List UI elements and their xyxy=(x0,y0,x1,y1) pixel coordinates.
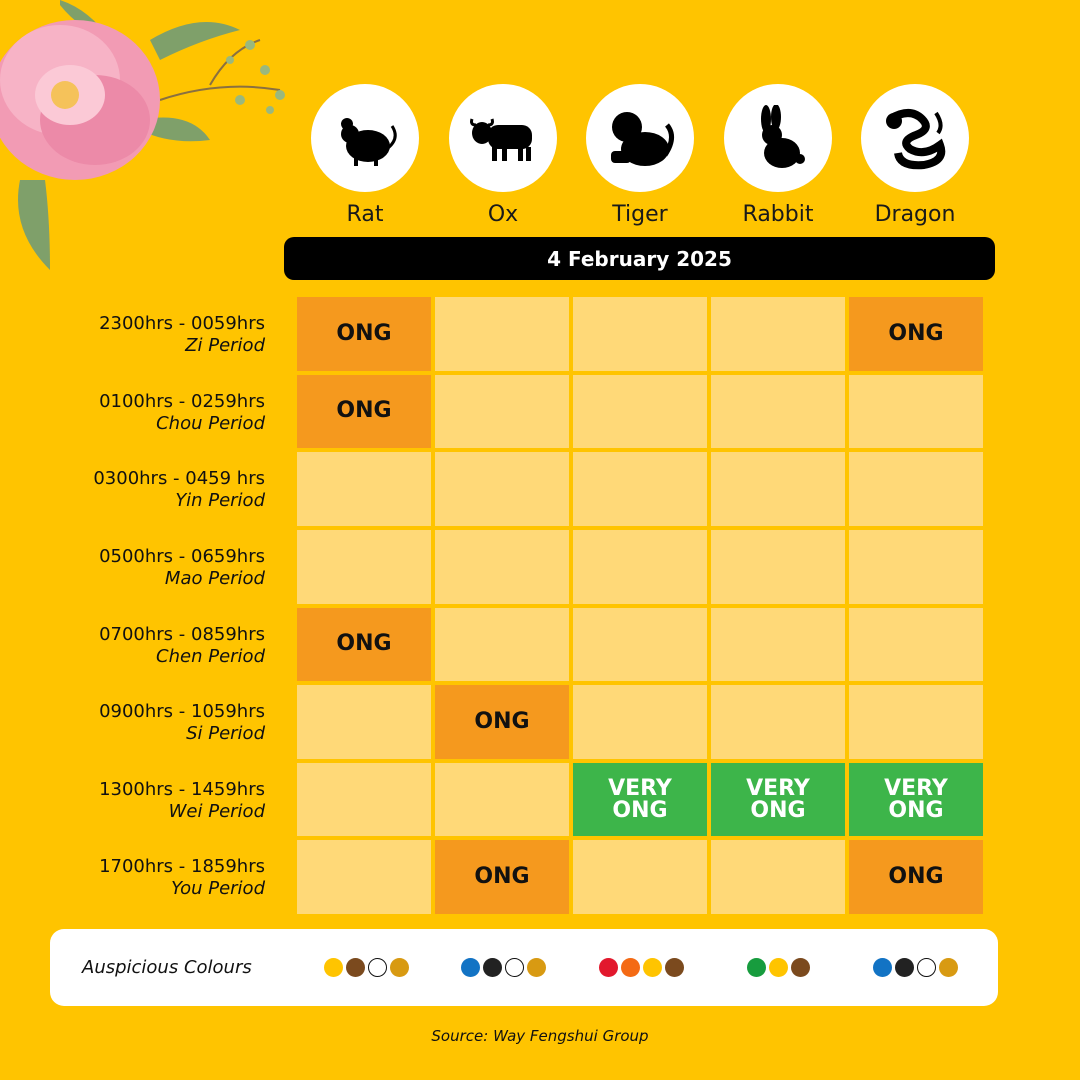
animal-tiger xyxy=(572,84,708,227)
grid-cell xyxy=(573,685,707,759)
colour-dot xyxy=(505,958,524,977)
grid-cell xyxy=(711,840,845,914)
grid-cell xyxy=(573,375,707,449)
grid-cell xyxy=(849,608,983,682)
grid-cell xyxy=(849,452,983,526)
colour-dots-rabbit xyxy=(747,958,810,977)
cell-label: VERY ONG xyxy=(608,775,672,823)
cell-label: ONG xyxy=(474,864,530,890)
grid-cell xyxy=(435,530,569,604)
period-time: 0500hrs - 0659hrs xyxy=(99,545,265,567)
animal-name: Rat xyxy=(346,202,384,227)
ox-icon xyxy=(449,84,557,192)
grid-cell xyxy=(297,452,431,526)
source-credit: Source: Way Fengshui Group xyxy=(431,1027,649,1045)
grid-cell xyxy=(435,685,569,759)
cell-label: ONG xyxy=(336,631,392,657)
period-time: 1300hrs - 1459hrs xyxy=(99,778,265,800)
ong-grid xyxy=(297,297,983,914)
colour-dot xyxy=(665,958,684,977)
period-name: You Period xyxy=(171,878,265,900)
period-label xyxy=(99,546,265,590)
colour-dot xyxy=(621,958,640,977)
colour-dot xyxy=(324,958,343,977)
animal-name: Dragon xyxy=(874,202,956,227)
colour-dot xyxy=(791,958,810,977)
grid-cell xyxy=(435,840,569,914)
grid-cell xyxy=(849,685,983,759)
grid-cell xyxy=(849,297,983,371)
colour-dot xyxy=(390,958,409,977)
colour-dot xyxy=(747,958,766,977)
grid-cell xyxy=(711,763,845,837)
colour-dot xyxy=(346,958,365,977)
colour-dot xyxy=(599,958,618,977)
period-label xyxy=(99,313,265,357)
colour-dot xyxy=(769,958,788,977)
auspicious-colours-legend xyxy=(50,929,998,1006)
grid-cell xyxy=(711,685,845,759)
colour-dot xyxy=(895,958,914,977)
period-time: 0100hrs - 0259hrs xyxy=(99,390,265,412)
grid-cell xyxy=(849,763,983,837)
cell-label: VERY ONG xyxy=(884,775,948,823)
period-label xyxy=(93,468,265,512)
animal-dragon xyxy=(847,84,983,227)
grid-cell xyxy=(297,375,431,449)
grid-cell xyxy=(435,452,569,526)
grid-cell xyxy=(297,297,431,371)
period-label xyxy=(99,779,265,823)
cell-label: ONG xyxy=(336,398,392,424)
grid-cell xyxy=(849,840,983,914)
colour-dots-rat xyxy=(324,958,409,977)
colour-dots-tiger xyxy=(599,958,684,977)
date-banner: 4 February 2025 xyxy=(284,237,995,280)
grid-cell xyxy=(573,608,707,682)
grid-cell xyxy=(573,530,707,604)
grid-cell xyxy=(849,375,983,449)
period-name: Chou Period xyxy=(156,412,265,434)
grid-cell xyxy=(849,530,983,604)
grid-cell xyxy=(297,608,431,682)
period-name: Mao Period xyxy=(164,567,265,589)
colour-dot xyxy=(483,958,502,977)
legend-label: Auspicious Colours xyxy=(82,957,252,978)
colour-dots-ox xyxy=(461,958,546,977)
grid-cell xyxy=(297,840,431,914)
period-name: Zi Period xyxy=(185,335,265,356)
grid-cell xyxy=(435,297,569,371)
period-labels xyxy=(60,297,265,914)
period-label xyxy=(99,624,265,668)
period-name: Yin Period xyxy=(175,490,265,512)
grid-cell xyxy=(297,685,431,759)
grid-cell xyxy=(435,375,569,449)
grid-cell xyxy=(711,297,845,371)
grid-cell xyxy=(297,763,431,837)
grid-cell xyxy=(573,452,707,526)
period-time: 0700hrs - 0859hrs xyxy=(99,623,265,645)
cell-label: ONG xyxy=(888,320,944,346)
period-label xyxy=(99,856,265,900)
period-time: 0900hrs - 1059hrs xyxy=(99,701,265,723)
colour-dot xyxy=(461,958,480,977)
cell-label: ONG xyxy=(888,864,944,890)
grid-cell xyxy=(297,530,431,604)
animal-ox xyxy=(435,84,571,227)
cell-label: VERY ONG xyxy=(746,775,810,823)
animal-name: Tiger xyxy=(612,202,668,227)
peony-flower-decoration xyxy=(0,0,300,280)
period-name: Si Period xyxy=(186,723,265,745)
rabbit-icon xyxy=(724,84,832,192)
grid-cell xyxy=(573,297,707,371)
colour-dot xyxy=(368,958,387,977)
colour-dot xyxy=(643,958,662,977)
grid-cell xyxy=(435,763,569,837)
grid-cell xyxy=(435,608,569,682)
period-time: 0300hrs - 0459 hrs xyxy=(93,468,265,490)
period-time: 2300hrs - 0059hrs xyxy=(99,313,265,334)
animal-name: Rabbit xyxy=(742,202,814,227)
dragon-icon xyxy=(861,84,969,192)
colour-dot xyxy=(873,958,892,977)
grid-cell xyxy=(711,530,845,604)
grid-cell xyxy=(573,763,707,837)
period-label xyxy=(99,701,265,745)
zodiac-header xyxy=(297,84,983,234)
cell-label: ONG xyxy=(474,708,530,734)
animal-rat xyxy=(297,84,433,227)
colour-dot xyxy=(939,958,958,977)
period-name: Chen Period xyxy=(156,645,265,667)
grid-cell xyxy=(711,452,845,526)
rat-icon xyxy=(311,84,419,192)
grid-cell xyxy=(711,375,845,449)
cell-label: ONG xyxy=(336,320,392,346)
period-label xyxy=(99,391,265,435)
tiger-icon xyxy=(586,84,694,192)
colour-dots-dragon xyxy=(873,958,958,977)
grid-cell xyxy=(573,840,707,914)
colour-dot xyxy=(917,958,936,977)
grid-cell xyxy=(711,608,845,682)
colour-dot xyxy=(527,958,546,977)
period-time: 1700hrs - 1859hrs xyxy=(99,856,265,878)
animal-rabbit xyxy=(710,84,846,227)
period-name: Wei Period xyxy=(168,800,265,822)
animal-name: Ox xyxy=(487,202,519,227)
